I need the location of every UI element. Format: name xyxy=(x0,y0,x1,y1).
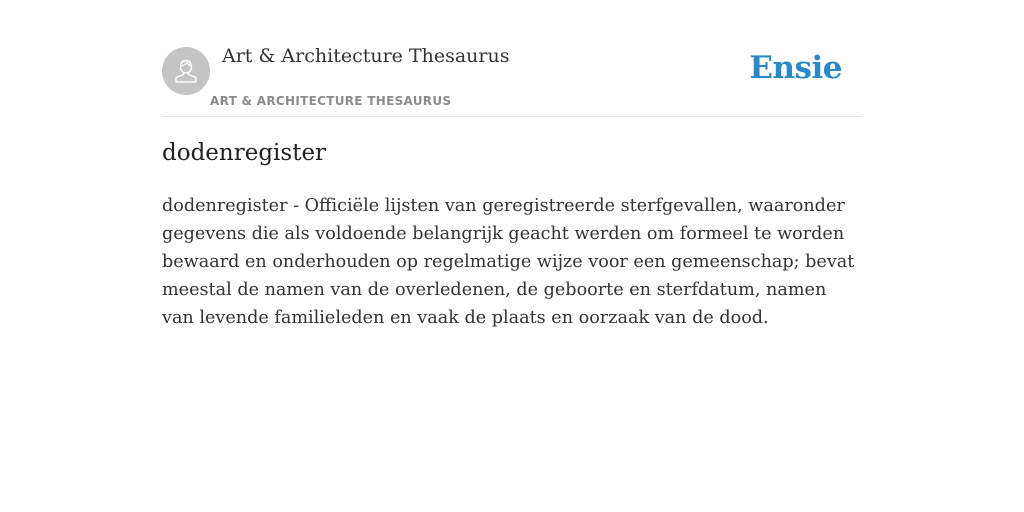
source-title-link[interactable]: Art & Architecture Thesaurus xyxy=(222,45,510,67)
user-icon xyxy=(171,56,201,86)
source-header xyxy=(162,0,862,117)
source-subtitle-link[interactable]: ART & ARCHITECTURE THESAURUS xyxy=(210,94,452,108)
source-avatar[interactable] xyxy=(162,47,210,95)
term-title: dodenregister xyxy=(162,140,327,166)
ensie-logo[interactable]: Ensie xyxy=(749,50,842,86)
entry-card xyxy=(162,0,862,328)
term-definition: dodenregister - Officiële lijsten van geregistreerde sterfgevallen, waaronder gegevens die als voldoende belangrijk geacht werden om formeel te worden bewaard en onderhouden op regelmatige wijze voor een gemeenschap; bevat meestal de namen van de overledenen, de geboorte en sterfdatum, namen van levende familieleden en vaak de plaats en oorzaak van de dood. xyxy=(162,196,855,328)
